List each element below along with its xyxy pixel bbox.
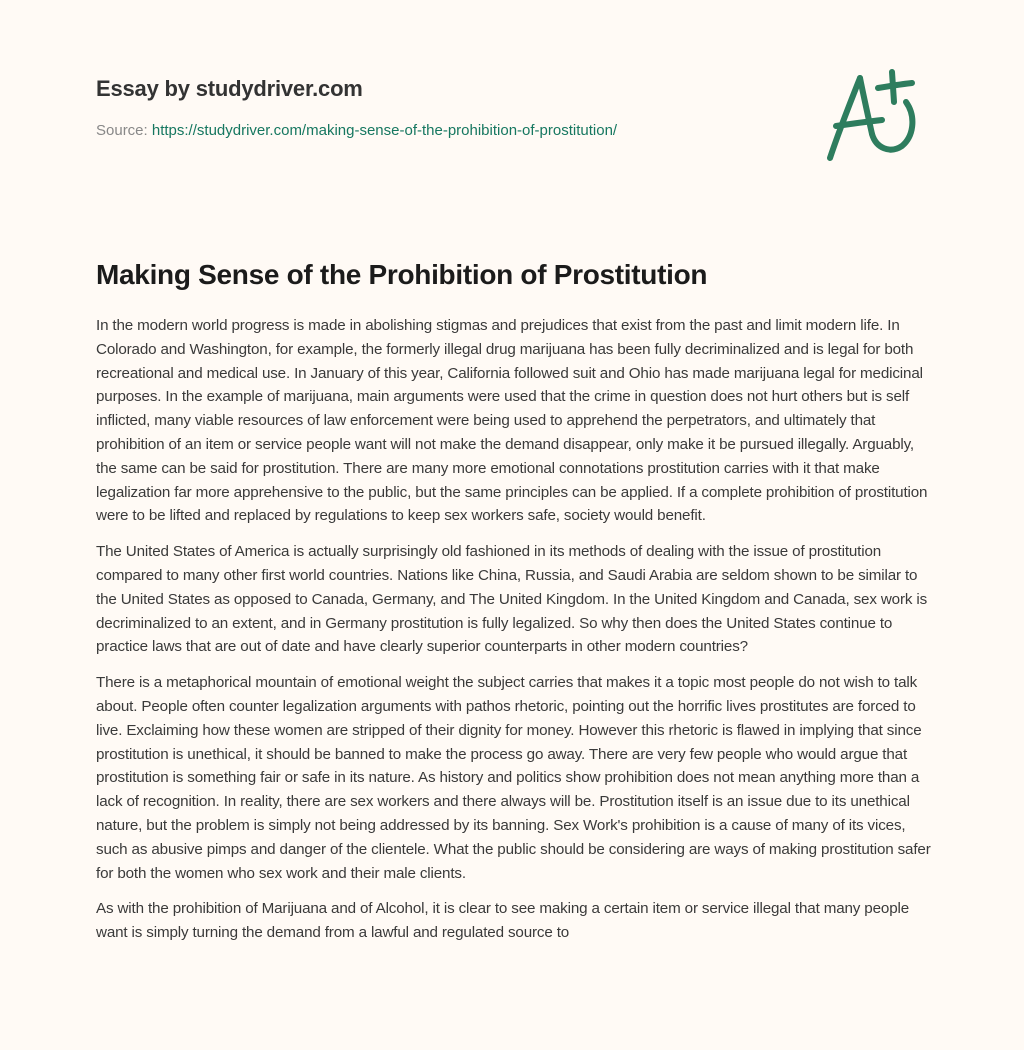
site-title: Essay by studydriver.com <box>96 76 363 101</box>
essay-body <box>96 314 932 957</box>
paragraph-2: The United States of America is actually surprisingly old fashioned in its methods of dealing with the issue of prostitution compared to many other first world countries. Nations like China, Russia, and Saudi Arabia are seldom shown to be similar to the United States as opposed to Canada, Germany, and The United Kingdom. In the United Kingdom and Canada, sex work is decriminalized to an extent, and in Germany prostitution is fully legalized. So why then does the United States continue to practice laws that are out of date and have clearly superior counterparts in other modern countries? <box>96 543 928 656</box>
a-plus-grade-icon <box>820 64 930 168</box>
document-title: Making Sense of the Prohibition of Prostitution <box>96 259 708 290</box>
paragraph-3: There is a metaphorical mountain of emotional weight the subject carries that makes it a topic most people do not wish to talk about. People often counter legalization arguments with pathos rhetoric, pointing out the horrific lives prostitutes are forced to live. Exclaiming how these women are stripped of their dignity for money. However this rhetoric is flawed in implying that since prostitution is unethical, it should be banned to make the process go away. There are very few people who would argue that prostitution is something fair or safe in its nature. As history and politics show prohibition does not mean anything more than a lack of recognition. In reality, there are sex workers and there always will be. Prostitution itself is an issue due to its unethical nature, but the problem is simply not being addressed by its banning. Sex Work's prohibition is a cause of many of its vices, such as abusive pimps and danger of the clientele. What the public should be considering are ways of making prostitution safer for both the women who sex work and their male clients. <box>96 674 931 882</box>
source-link[interactable]: https://studydriver.com/making-sense-of-the-prohibition-of-prostitution/ <box>151 122 618 139</box>
paragraph-4: As with the prohibition of Marijuana and of Alcohol, it is clear to see making a certain item or service illegal that many people want is simply turning the demand from a lawful and regulated source to <box>96 900 910 942</box>
paragraph-1: In the modern world progress is made in abolishing stigmas and prejudices that exist from the past and limit modern life. In Colorado and Washington, for example, the formerly illegal drug marijuana has been fully decriminalized and is legal for both recreational and medical use. In January of this year, California followed suit and Ohio has made marijuana legal for medicinal purposes. In the example of marijuana, main arguments were used that the crime in question does not hurt others but is self inflicted, many viable resources of law enforcement were being used to apprehend the perpetrators, and ultimately that prohibition of an item or service people want will not make the demand disappear, only make it be pursued illegally. Arguably, the same can be said for prostitution. There are many more emotional connotations prostitution carries with it that make legalization far more apprehensive to the public, but the same principles can be applied. If a complete prohibition of prostitution were to be lifted and replaced by regulations to keep sex workers safe, society would benefit. <box>96 317 928 525</box>
source-label: Source: <box>96 122 152 139</box>
source-line <box>96 120 736 142</box>
essay-header <box>96 72 736 142</box>
